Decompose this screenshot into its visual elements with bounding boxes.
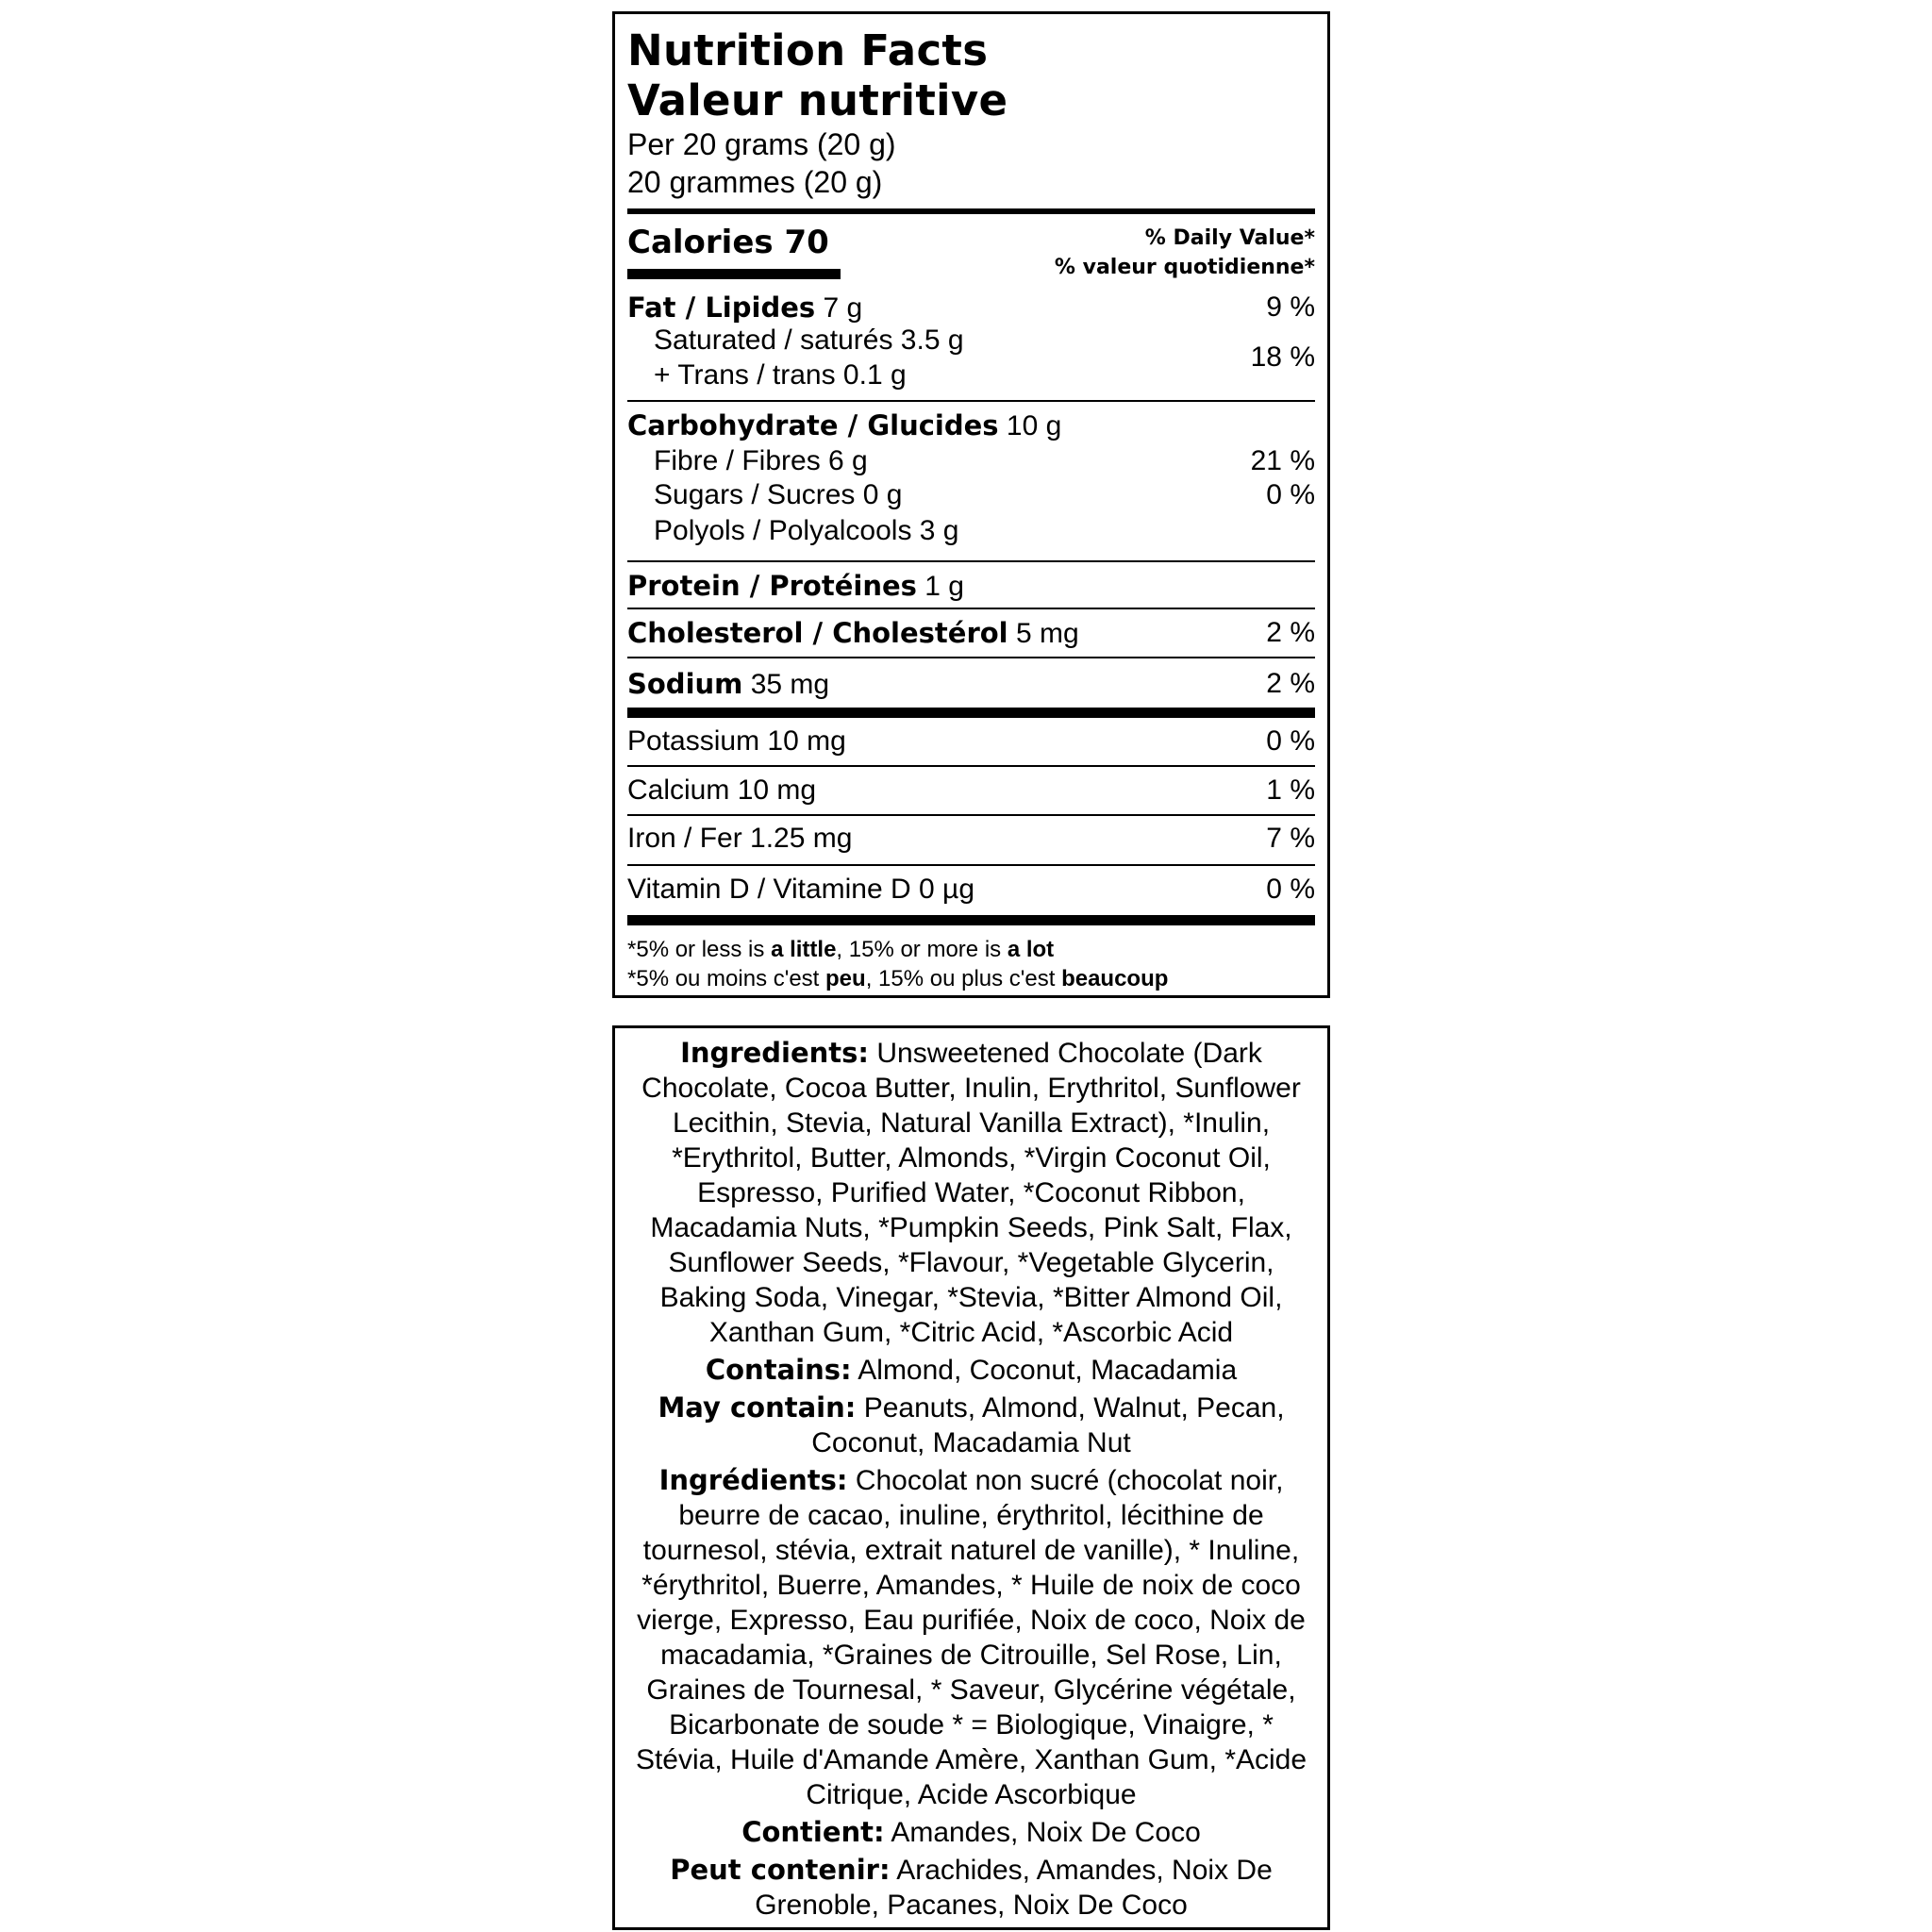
fat-dv: 9 % xyxy=(1266,291,1315,323)
ingredients-en-text: Unsweetened Chocolate (Dark Chocolate, Cocoa Butter, Inulin, Erythritol, Sunflower Lecithin, Stevia, Natural Vanilla Extract), *Inulin, *Erythritol, Butter, Almonds, *Virgin Coconut Oil, Espresso, Purified Water, *Coconut Ribbon, Macadamia Nuts, *Pumpkin Seeds, Pink Salt, Flax, Sunflower Seeds, *Flavour, *Vegetable Glycerin, Baking Soda, Vinegar, *Stevia, *Bitter Almond Oil, Xanthan Gum, *Citric Acid, *Ascorbic Acid xyxy=(641,1038,1301,1348)
cholesterol-label: Cholesterol / Cholestérol xyxy=(627,617,1008,649)
dv-fr: % valeur quotidienne* xyxy=(1054,256,1315,279)
fibre-dv: 21 % xyxy=(1250,445,1315,476)
footnote-en xyxy=(627,935,1315,964)
title-en: Nutrition Facts xyxy=(627,25,989,75)
divider-thick xyxy=(627,915,1315,925)
may-contain-en-label: May contain: xyxy=(658,1391,857,1424)
polyols-row xyxy=(627,509,1315,560)
ingredients-en-label: Ingredients: xyxy=(680,1037,869,1069)
footnote-text: *5% ou moins c'est xyxy=(627,966,826,991)
calories-row xyxy=(627,220,1315,288)
calories-text: Calories xyxy=(627,224,774,261)
vitamin-d-dv: 0 % xyxy=(1266,874,1315,905)
sugars-row xyxy=(627,474,1315,509)
contains-en-text: Almond, Coconut, Macadamia xyxy=(858,1355,1238,1386)
ingredients-en xyxy=(625,1036,1318,1350)
calories-value: 70 xyxy=(784,224,829,261)
contains-en-label: Contains: xyxy=(705,1354,852,1386)
carb-label: Carbohydrate / Glucides xyxy=(627,409,999,441)
potassium-dv: 0 % xyxy=(1266,725,1315,757)
sat-trans-row xyxy=(627,325,1315,400)
ingredients-panel xyxy=(612,1025,1330,1930)
contains-fr xyxy=(625,1815,1318,1850)
potassium-text: Potassium 10 mg xyxy=(627,725,846,757)
fat-label: Fat / Lipides xyxy=(627,291,816,324)
saturated-text: Saturated / saturés 3.5 g xyxy=(654,325,964,356)
may-contain-fr-text: Arachides, Amandes, Noix De Grenoble, Pacanes, Noix De Coco xyxy=(755,1855,1273,1921)
protein-label: Protein / Protéines xyxy=(627,570,917,602)
may-contain-fr-label: Peut contenir: xyxy=(670,1854,891,1886)
may-contain-en xyxy=(625,1391,1318,1460)
calories-underline xyxy=(627,269,841,279)
potassium-row xyxy=(627,718,1315,765)
divider-thick xyxy=(627,208,1315,214)
carb-amount: 10 g xyxy=(1006,410,1062,441)
fibre-text: Fibre / Fibres 6 g xyxy=(654,445,868,476)
calories-label xyxy=(627,224,829,261)
fibre-row xyxy=(627,438,1315,474)
protein-row xyxy=(627,562,1315,608)
title-fr: Valeur nutritive xyxy=(627,75,1008,125)
footnote-bold: beaucoup xyxy=(1061,966,1169,991)
sugars-text: Sugars / Sucres 0 g xyxy=(654,479,903,510)
ingredients-fr xyxy=(625,1463,1318,1812)
iron-dv: 7 % xyxy=(1266,823,1315,854)
may-contain-en-text: Peanuts, Almond, Walnut, Pecan, Coconut, Macadamia Nut xyxy=(811,1392,1285,1458)
calcium-row xyxy=(627,767,1315,814)
iron-row xyxy=(627,816,1315,864)
footnote-bold: peu xyxy=(825,966,866,991)
footnote-bold: a little xyxy=(771,937,837,962)
fat-amount: 7 g xyxy=(823,292,863,324)
protein-amount: 1 g xyxy=(924,571,964,602)
contains-fr-label: Contient: xyxy=(741,1816,885,1848)
sodium-label: Sodium xyxy=(627,668,743,700)
footnote-text: , 15% ou plus c'est xyxy=(865,966,1062,991)
daily-value-header xyxy=(1055,224,1315,282)
carb-row xyxy=(627,402,1315,441)
nutrition-facts-panel xyxy=(612,11,1330,998)
footnote-text: *5% or less is xyxy=(627,937,772,962)
may-contain-fr xyxy=(625,1853,1318,1923)
contains-fr-text: Amandes, Noix De Coco xyxy=(891,1817,1201,1848)
serving-en: Per 20 grams (20 g) xyxy=(627,127,896,161)
polyols-text: Polyols / Polyalcools 3 g xyxy=(654,515,959,546)
dv-en: % Daily Value* xyxy=(1144,226,1315,250)
ingredients-fr-label: Ingrédients: xyxy=(658,1464,848,1496)
cholesterol-row xyxy=(627,609,1315,657)
footnote-fr xyxy=(627,964,1315,993)
sodium-amount: 35 mg xyxy=(750,669,830,700)
sat-trans-dv: 18 % xyxy=(1250,341,1315,373)
sodium-row xyxy=(627,658,1315,708)
serving-fr: 20 grammes (20 g) xyxy=(627,165,883,199)
cholesterol-amount: 5 mg xyxy=(1015,618,1079,649)
footnote-text: , 15% or more is xyxy=(836,937,1008,962)
sugars-dv: 0 % xyxy=(1266,479,1315,510)
ingredients-list xyxy=(625,1036,1318,1923)
vitamin-d-text: Vitamin D / Vitamine D 0 µg xyxy=(627,874,974,905)
calcium-text: Calcium 10 mg xyxy=(627,774,817,806)
cholesterol-dv: 2 % xyxy=(1266,617,1315,648)
iron-text: Iron / Fer 1.25 mg xyxy=(627,823,853,854)
divider-thick xyxy=(627,708,1315,718)
vitamin-d-row xyxy=(627,866,1315,915)
ingredients-fr-text: Chocolat non sucré (chocolat noir, beurre de cacao, inuline, érythritol, lécithine de tournesol, stévia, extrait naturel de vanille), * Inuline, *érythritol, Buerre, Amandes, * Huile de noix de coco vierge, Expresso, Eau purifiée, Noix de coco, Noix de macadamia, *Graines de Citrouille, Sel Rose, Lin, Graines de Tournesal, * Saveur, Glycérine végétale, Bicarbonate de soude * = Biologique, Vinaigre, * Stévia, Huile d'Amande Amère, Xanthan Gum, *Acide Citrique, Acide Ascorbique xyxy=(635,1465,1307,1810)
sodium-dv: 2 % xyxy=(1266,668,1315,699)
contains-en xyxy=(625,1353,1318,1388)
calcium-dv: 1 % xyxy=(1266,774,1315,806)
trans-text: + Trans / trans 0.1 g xyxy=(654,359,907,391)
footnote-bold: a lot xyxy=(1007,937,1055,962)
